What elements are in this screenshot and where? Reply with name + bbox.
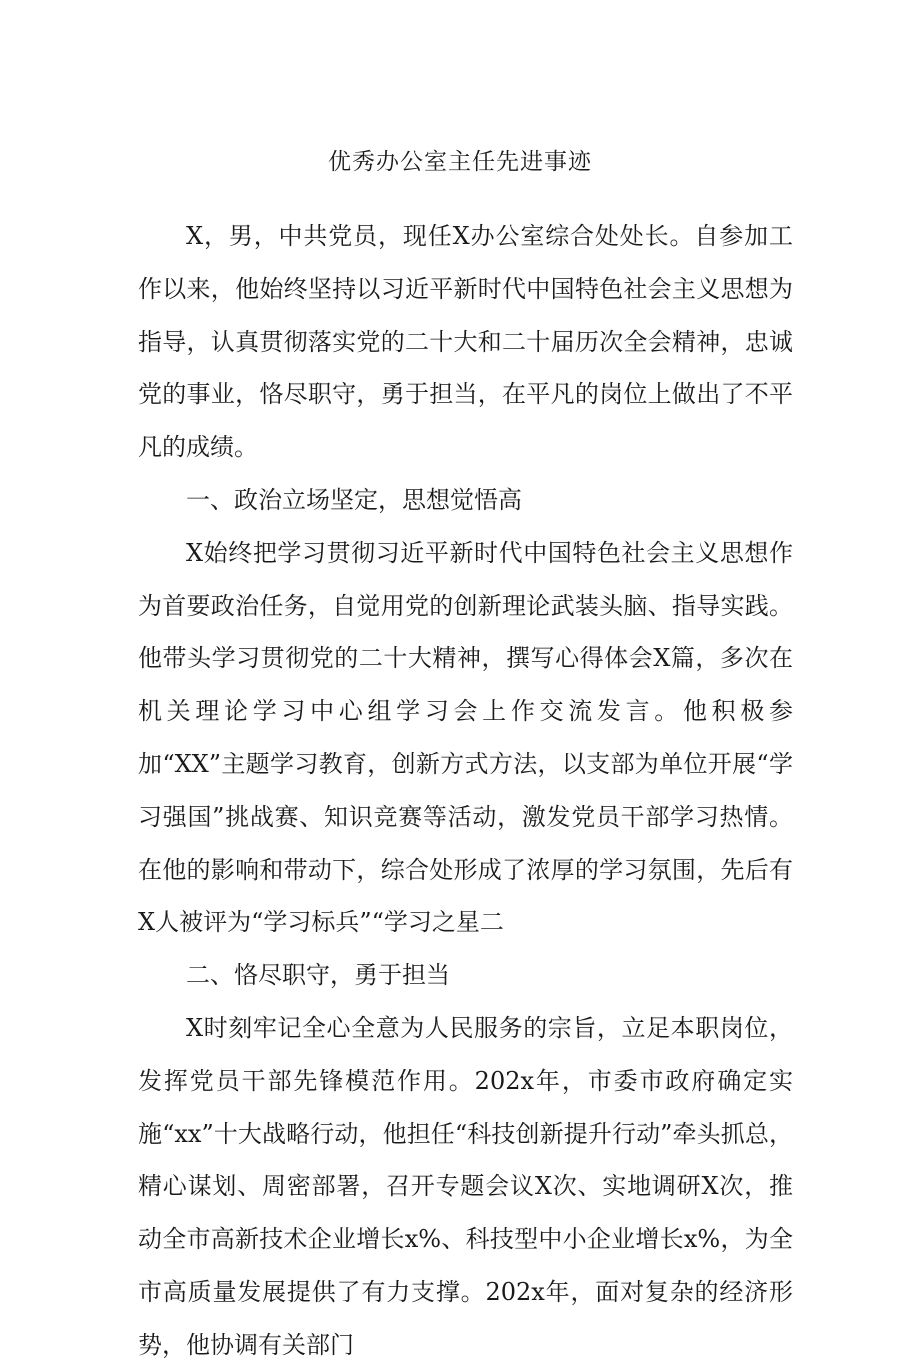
- intro-paragraph: X，男，中共党员，现任X办公室综合处处长。自参加工作以来，他始终坚持以习近平新时代中国特色社会主义思想为指导，认真贯彻落实党的二十大和二十届历次全会精神，忠诚党的事业，恪尽职守，勇于担当，在平凡的岗位上做出了不平凡的成绩。: [138, 222, 793, 462]
- section-2-paragraph: X时刻牢记全心全意为人民服务的宗旨，立足本职岗位，发挥党员干部先锋模范作用。202x年，市委市政府确定实施“xx”十大战略行动，他担任“科技创新提升行动”牵头抓总，精心谋划、周密部署，召开专题会议X次、实地调研X次，推动全市高新技术企业增长x%、科技型中小企业增长x%，为全市高质量发展提供了有力支撑。202x年，面对复杂的经济形势，他协调有关部门: [138, 1013, 793, 1359]
- section-1-paragraph: X始终把学习贯彻习近平新时代中国特色社会主义思想作为首要政治任务，自觉用党的创新理论武装头脑、指导实践。他带头学习贯彻党的二十大精神，撰写心得体会X篇，多次在机关理论学习中心组学习会上作交流发言。他积极参加“XX”主题学习教育，创新方式方法，以支部为单位开展“学习强国”挑战赛、知识竞赛等活动，激发党员干部学习热情。在他的影响和带动下，综合处形成了浓厚的学习氛围，先后有X人被评为“学习标兵”“学习之星二: [138, 538, 793, 937]
- section-heading-2: 二、恪尽职守，勇于担当: [186, 961, 450, 990]
- document-title: 优秀办公室主任先进事迹: [328, 149, 592, 175]
- section-heading-1: 一、政治立场坚定，思想觉悟高: [186, 485, 522, 514]
- document-body: [138, 210, 793, 1372]
